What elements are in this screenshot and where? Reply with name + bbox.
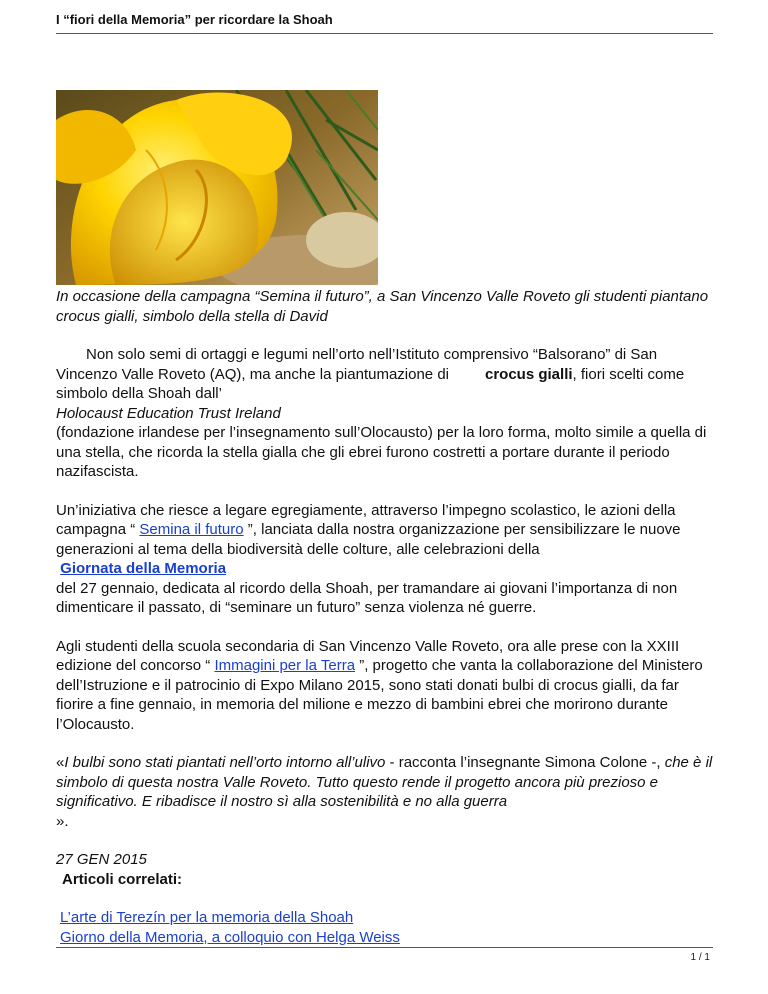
intro-trust-name: Holocaust Education Trust Ireland xyxy=(56,404,281,422)
quote-text-a: I bulbi sono stati piantati nell’orto intorno all’ulivo xyxy=(64,754,386,771)
semina-il-futuro-link[interactable]: Semina il futuro xyxy=(139,521,244,538)
paragraph-intro xyxy=(56,345,716,482)
footer-rule xyxy=(56,947,713,948)
photo-caption: In occasione della campagna “Semina il futuro”, a San Vincenzo Valle Roveto gli studenti piantano crocus gialli, simbolo della stella di David xyxy=(56,288,709,325)
intro-crocus-bold: crocus gialli xyxy=(485,365,573,383)
initiative-text-a: Un’iniziativa che riesce a legare egregiamente, attraverso l’impegno scolastico, le azioni della campagna “ xyxy=(56,501,676,538)
page-number: 1 / 1 xyxy=(690,952,710,963)
intro-text-c: , fiori scelti come simbolo della Shoah dall’ xyxy=(56,365,685,402)
quote-text-c: che è il simbolo di questa nostra Valle Roveto. Tutto questo rende il progetto ancora più prezioso e significativo. E ribadisce il nostro sì alla sostenibilità e no alla guerra xyxy=(56,754,713,810)
students-text-b: ”, progetto che vanta la collaborazione del Ministero dell’Istruzione e il patrocinio di Expo Milano 2015, sono stati donati bulbi di crocus gialli, da far fiorire a fine gennaio, in memoria del milione e mezzo di bambini ebrei che morirono durante l’Olocausto. xyxy=(56,657,703,733)
giornata-della-memoria-link[interactable]: Giornata della Memoria xyxy=(60,560,227,577)
initiative-text-c: del 27 gennaio, dedicata al ricordo della Shoah, per tramandare ai giovani l’importanza di non dimenticare il passato, di “seminare un futuro” senza violenza né guerre. xyxy=(56,579,678,616)
immagini-per-la-terra-link[interactable]: Immagini per la Terra xyxy=(214,657,356,674)
initiative-text-b: ”, lanciata dalla nostra organizzazione per sensibilizzare le nuove generazioni al tema della biodiversità delle colture, alle celebrazioni della xyxy=(56,521,681,558)
paragraph-quote xyxy=(56,753,716,831)
yellow-crocus-photo xyxy=(56,90,378,285)
header-rule xyxy=(56,33,713,34)
related-heading-text: Articoli correlati: xyxy=(62,870,183,888)
related-articles-heading xyxy=(56,870,716,890)
page-header-title: I “fiori della Memoria” per ricordare la Shoah xyxy=(56,12,333,27)
paragraph-students xyxy=(56,637,716,735)
intro-text-a: Non solo semi di ortaggi e legumi nell’orto nell’Istituto comprensivo “Balsorano” di San Vincenzo Valle Roveto (AQ), ma anche la piantumazione di xyxy=(56,346,658,383)
quote-close-mark: ». xyxy=(56,812,69,830)
related-link-terezin[interactable]: L’arte di Terezín per la memoria della Shoah xyxy=(60,909,354,926)
intro-text-e: (fondazione irlandese per l’insegnamento sull’Olocausto) per la loro forma, molto simile a quella di una stella, che ricorda la stella gialla che gli ebrei furono costretti a portare durante il periodo nazifascista. xyxy=(56,424,707,480)
quote-open-mark: « xyxy=(56,754,65,771)
students-text-a: Agli studenti della scuola secondaria di San Vincenzo Valle Roveto, ora alle prese con la XXIII edizione del concorso “ xyxy=(56,637,680,674)
quote-attribution: - racconta l’insegnante Simona Colone -, xyxy=(385,754,665,771)
article-date: 27 GEN 2015 xyxy=(56,851,147,868)
related-list xyxy=(56,908,716,947)
related-link-helga-weiss[interactable]: Giorno della Memoria, a colloquio con Helga Weiss xyxy=(60,928,400,946)
paragraph-initiative xyxy=(56,501,716,618)
